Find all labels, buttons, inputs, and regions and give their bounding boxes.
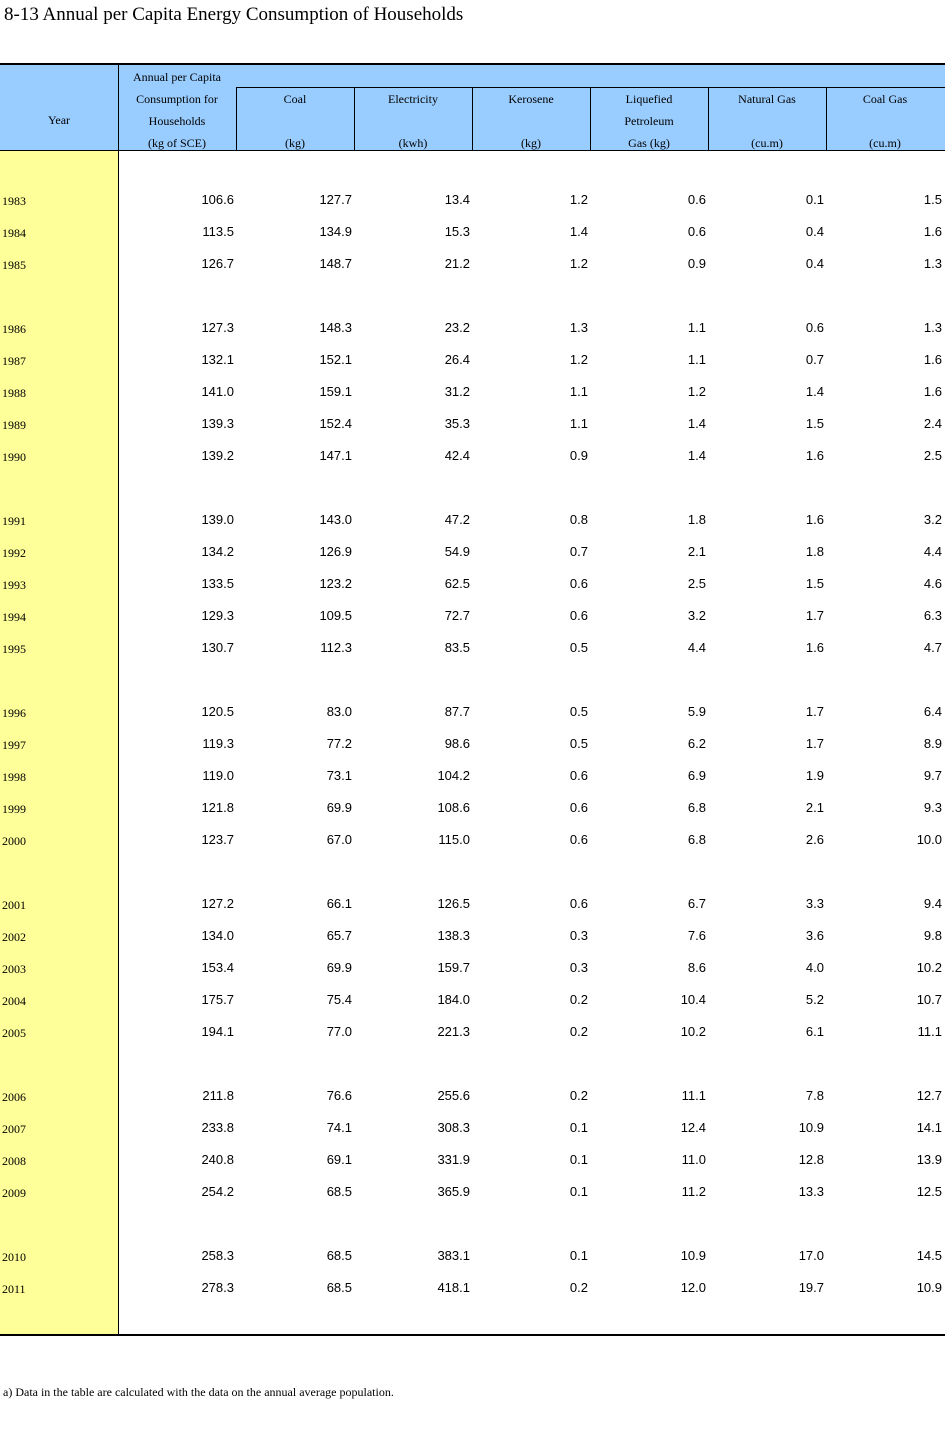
coal-cell: 75.4 <box>326 992 352 1007</box>
kerosene-cell: 0.7 <box>569 544 588 559</box>
lpg-cell: 1.1 <box>687 352 706 367</box>
table-row <box>0 704 945 724</box>
table-row <box>0 608 945 628</box>
lpg-cell: 10.9 <box>680 1248 706 1263</box>
coal-gas-cell: 14.1 <box>916 1120 942 1135</box>
year-cell: 1990 <box>2 450 26 464</box>
coal-gas-cell: 10.7 <box>916 992 942 1007</box>
year-cell: 1985 <box>2 258 26 272</box>
electricity-cell: 138.3 <box>437 928 470 943</box>
electricity-cell: 87.7 <box>444 704 470 719</box>
table-row <box>0 576 945 596</box>
year-cell: 2011 <box>2 1282 26 1296</box>
year-cell: 1989 <box>2 418 26 432</box>
table-row <box>0 1152 945 1172</box>
header-coal-gas-unit: (cu.m) <box>869 136 901 150</box>
kerosene-cell: 0.2 <box>569 1024 588 1039</box>
coal-cell: 127.7 <box>319 192 352 207</box>
header-total-line-2: Consumption for <box>136 92 218 106</box>
coal-cell: 68.5 <box>326 1280 352 1295</box>
table-row <box>0 768 945 788</box>
electricity-cell: 47.2 <box>444 512 470 527</box>
kerosene-cell: 0.2 <box>569 992 588 1007</box>
electricity-cell: 54.9 <box>444 544 470 559</box>
lpg-cell: 12.4 <box>680 1120 706 1135</box>
header-electricity: Electricity <box>388 92 438 106</box>
header-divider <box>826 87 827 151</box>
coal-gas-cell: 6.4 <box>923 704 942 719</box>
coal-gas-cell: 14.5 <box>916 1248 942 1263</box>
coal-cell: 134.9 <box>319 224 352 239</box>
natural-gas-cell: 0.6 <box>805 320 824 335</box>
coal-gas-cell: 1.5 <box>923 192 942 207</box>
header-divider <box>708 87 709 151</box>
header-divider <box>472 87 473 151</box>
lpg-cell: 7.6 <box>687 928 706 943</box>
total-cell: 130.7 <box>201 640 234 655</box>
coal-cell: 123.2 <box>319 576 352 591</box>
total-cell: 126.7 <box>201 256 234 271</box>
kerosene-cell: 0.2 <box>569 1280 588 1295</box>
coal-cell: 109.5 <box>319 608 352 623</box>
kerosene-cell: 0.6 <box>569 768 588 783</box>
table-row <box>0 1280 945 1300</box>
year-cell: 1992 <box>2 546 26 560</box>
total-cell: 258.3 <box>201 1248 234 1263</box>
year-cell: 1999 <box>2 802 26 816</box>
lpg-cell: 6.2 <box>687 736 706 751</box>
kerosene-cell: 1.2 <box>569 192 588 207</box>
year-cell: 1991 <box>2 514 26 528</box>
natural-gas-cell: 4.0 <box>805 960 824 975</box>
coal-cell: 68.5 <box>326 1184 352 1199</box>
coal-gas-cell: 10.2 <box>916 960 942 975</box>
coal-cell: 66.1 <box>326 896 352 911</box>
total-cell: 106.6 <box>201 192 234 207</box>
table-header <box>0 63 945 151</box>
kerosene-cell: 0.1 <box>569 1248 588 1263</box>
coal-gas-cell: 12.5 <box>916 1184 942 1199</box>
year-cell: 2005 <box>2 1026 26 1040</box>
lpg-cell: 11.1 <box>681 1088 706 1103</box>
header-electricity-unit: (kwh) <box>398 136 428 150</box>
electricity-cell: 104.2 <box>437 768 470 783</box>
total-cell: 129.3 <box>201 608 234 623</box>
year-cell: 1983 <box>2 194 26 208</box>
coal-gas-cell: 9.4 <box>923 896 942 911</box>
footnote: a) Data in the table are calculated with the data on the annual average population. <box>3 1385 394 1399</box>
coal-gas-cell: 1.3 <box>923 320 942 335</box>
kerosene-cell: 0.6 <box>569 608 588 623</box>
total-cell: 127.3 <box>201 320 234 335</box>
lpg-cell: 2.1 <box>687 544 706 559</box>
kerosene-cell: 0.9 <box>569 448 588 463</box>
lpg-cell: 1.4 <box>687 448 706 463</box>
table-row <box>0 1120 945 1140</box>
coal-gas-cell: 9.8 <box>923 928 942 943</box>
natural-gas-cell: 1.5 <box>805 416 824 431</box>
coal-cell: 65.7 <box>326 928 352 943</box>
natural-gas-cell: 1.9 <box>805 768 824 783</box>
natural-gas-cell: 3.3 <box>805 896 824 911</box>
header-coal: Coal <box>283 92 307 106</box>
kerosene-cell: 0.3 <box>569 960 588 975</box>
electricity-cell: 35.3 <box>444 416 470 431</box>
table-row <box>0 352 945 372</box>
lpg-cell: 11.2 <box>681 1184 706 1199</box>
coal-cell: 152.4 <box>319 416 352 431</box>
header-divider <box>118 65 119 151</box>
electricity-cell: 98.6 <box>444 736 470 751</box>
table-row <box>0 736 945 756</box>
header-total-line-4: (kg of SCE) <box>148 136 206 150</box>
lpg-cell: 1.4 <box>687 416 706 431</box>
lpg-cell: 1.2 <box>687 384 706 399</box>
total-cell: 123.7 <box>201 832 234 847</box>
coal-gas-cell: 1.6 <box>923 352 942 367</box>
coal-cell: 68.5 <box>326 1248 352 1263</box>
electricity-cell: 62.5 <box>444 576 470 591</box>
table-bottom-rule <box>0 1334 945 1336</box>
coal-cell: 148.7 <box>319 256 352 271</box>
electricity-cell: 31.2 <box>444 384 470 399</box>
electricity-cell: 108.6 <box>437 800 470 815</box>
natural-gas-cell: 0.7 <box>805 352 824 367</box>
electricity-cell: 72.7 <box>444 608 470 623</box>
total-cell: 240.8 <box>201 1152 234 1167</box>
lpg-cell: 4.4 <box>687 640 706 655</box>
kerosene-cell: 0.6 <box>569 832 588 847</box>
lpg-cell: 12.0 <box>680 1280 706 1295</box>
coal-gas-cell: 4.4 <box>923 544 942 559</box>
natural-gas-cell: 1.7 <box>805 736 824 751</box>
electricity-cell: 115.0 <box>438 832 470 847</box>
table-row <box>0 960 945 980</box>
year-cell: 2001 <box>2 898 26 912</box>
table-row <box>0 256 945 276</box>
coal-cell: 69.9 <box>326 960 352 975</box>
kerosene-cell: 0.2 <box>569 1088 588 1103</box>
natural-gas-cell: 10.9 <box>798 1120 824 1135</box>
electricity-cell: 42.4 <box>444 448 470 463</box>
coal-gas-cell: 2.5 <box>923 448 942 463</box>
total-cell: 139.2 <box>201 448 234 463</box>
header-coal-gas: Coal Gas <box>862 92 908 106</box>
coal-gas-cell: 1.3 <box>923 256 942 271</box>
kerosene-cell: 0.1 <box>569 1184 588 1199</box>
coal-cell: 77.0 <box>326 1024 352 1039</box>
total-cell: 134.0 <box>201 928 234 943</box>
lpg-cell: 5.9 <box>687 704 706 719</box>
kerosene-cell: 0.8 <box>569 512 588 527</box>
coal-cell: 148.3 <box>319 320 352 335</box>
lpg-cell: 2.5 <box>687 576 706 591</box>
natural-gas-cell: 1.6 <box>805 512 824 527</box>
header-kerosene-unit: (kg) <box>521 136 541 150</box>
natural-gas-cell: 1.5 <box>805 576 824 591</box>
electricity-cell: 13.4 <box>444 192 470 207</box>
total-cell: 113.5 <box>202 224 234 239</box>
year-cell: 2007 <box>2 1122 26 1136</box>
natural-gas-cell: 1.4 <box>805 384 824 399</box>
table-row <box>0 992 945 1012</box>
year-cell: 1993 <box>2 578 26 592</box>
natural-gas-cell: 6.1 <box>805 1024 824 1039</box>
total-cell: 134.2 <box>201 544 234 559</box>
coal-gas-cell: 6.3 <box>923 608 942 623</box>
coal-gas-cell: 4.7 <box>923 640 942 655</box>
total-cell: 119.3 <box>202 736 234 751</box>
natural-gas-cell: 1.8 <box>805 544 824 559</box>
coal-cell: 74.1 <box>326 1120 352 1135</box>
coal-cell: 77.2 <box>326 736 352 751</box>
kerosene-cell: 0.1 <box>569 1120 588 1135</box>
electricity-cell: 308.3 <box>437 1120 470 1135</box>
electricity-cell: 331.9 <box>437 1152 470 1167</box>
coal-gas-cell: 2.4 <box>923 416 942 431</box>
table-row <box>0 832 945 852</box>
lpg-cell: 1.1 <box>687 320 706 335</box>
coal-cell: 83.0 <box>326 704 352 719</box>
coal-gas-cell: 8.9 <box>923 736 942 751</box>
coal-cell: 67.0 <box>326 832 352 847</box>
lpg-cell: 6.8 <box>687 800 706 815</box>
kerosene-cell: 1.1 <box>569 384 588 399</box>
kerosene-cell: 1.2 <box>569 352 588 367</box>
lpg-cell: 11.0 <box>681 1152 706 1167</box>
total-cell: 120.5 <box>201 704 234 719</box>
coal-cell: 112.3 <box>320 640 352 655</box>
lpg-cell: 6.8 <box>687 832 706 847</box>
kerosene-cell: 0.1 <box>569 1152 588 1167</box>
year-cell: 1994 <box>2 610 26 624</box>
natural-gas-cell: 1.6 <box>805 448 824 463</box>
header-natural-gas-unit: (cu.m) <box>751 136 783 150</box>
natural-gas-cell: 0.1 <box>805 192 824 207</box>
lpg-cell: 0.6 <box>687 192 706 207</box>
table-row <box>0 1024 945 1044</box>
total-cell: 121.8 <box>201 800 234 815</box>
year-cell: 1996 <box>2 706 26 720</box>
natural-gas-cell: 2.6 <box>805 832 824 847</box>
header-coal-unit: (kg) <box>285 136 305 150</box>
header-natural-gas: Natural Gas <box>738 92 796 106</box>
total-cell: 141.0 <box>201 384 234 399</box>
electricity-cell: 184.0 <box>437 992 470 1007</box>
coal-cell: 152.1 <box>319 352 352 367</box>
table-row <box>0 192 945 212</box>
coal-gas-cell: 3.2 <box>923 512 942 527</box>
total-cell: 119.0 <box>202 768 234 783</box>
coal-gas-cell: 1.6 <box>923 384 942 399</box>
table-row <box>0 416 945 436</box>
natural-gas-cell: 2.1 <box>805 800 824 815</box>
total-cell: 139.0 <box>201 512 234 527</box>
coal-cell: 126.9 <box>319 544 352 559</box>
table-row <box>0 224 945 244</box>
year-cell: 2010 <box>2 1250 26 1264</box>
lpg-cell: 0.6 <box>687 224 706 239</box>
header-total-line-3: Households <box>148 114 206 128</box>
lpg-cell: 1.8 <box>687 512 706 527</box>
lpg-cell: 6.9 <box>687 768 706 783</box>
lpg-cell: 8.6 <box>687 960 706 975</box>
year-cell: 2006 <box>2 1090 26 1104</box>
natural-gas-cell: 19.7 <box>798 1280 824 1295</box>
year-cell: 1986 <box>2 322 26 336</box>
kerosene-cell: 0.5 <box>569 704 588 719</box>
year-cell: 1984 <box>2 226 26 240</box>
coal-gas-cell: 13.9 <box>916 1152 942 1167</box>
kerosene-cell: 1.4 <box>569 224 588 239</box>
lpg-cell: 10.4 <box>680 992 706 1007</box>
kerosene-cell: 0.6 <box>569 800 588 815</box>
kerosene-cell: 0.6 <box>569 576 588 591</box>
natural-gas-cell: 0.4 <box>805 224 824 239</box>
coal-cell: 147.1 <box>319 448 352 463</box>
year-cell: 1988 <box>2 386 26 400</box>
header-lpg-line-3: Gas (kg) <box>628 136 670 150</box>
header-kerosene: Kerosene <box>508 92 554 106</box>
natural-gas-cell: 5.2 <box>805 992 824 1007</box>
natural-gas-cell: 13.3 <box>798 1184 824 1199</box>
page-title: 8-13 Annual per Capita Energy Consumption of Households <box>4 4 464 25</box>
table-row <box>0 1184 945 1204</box>
natural-gas-cell: 1.7 <box>805 704 824 719</box>
electricity-cell: 126.5 <box>437 896 470 911</box>
header-year: Year <box>47 113 71 127</box>
kerosene-cell: 0.3 <box>569 928 588 943</box>
natural-gas-cell: 3.6 <box>805 928 824 943</box>
coal-cell: 69.9 <box>326 800 352 815</box>
year-cell: 1997 <box>2 738 26 752</box>
table-row <box>0 448 945 468</box>
total-cell: 175.7 <box>201 992 234 1007</box>
year-cell: 2008 <box>2 1154 26 1168</box>
total-cell: 133.5 <box>201 576 234 591</box>
coal-cell: 73.1 <box>326 768 352 783</box>
kerosene-cell: 0.6 <box>569 896 588 911</box>
year-cell: 1995 <box>2 642 26 656</box>
electricity-cell: 383.1 <box>437 1248 470 1263</box>
year-cell: 2002 <box>2 930 26 944</box>
lpg-cell: 3.2 <box>687 608 706 623</box>
kerosene-cell: 0.5 <box>569 640 588 655</box>
total-cell: 254.2 <box>201 1184 234 1199</box>
kerosene-cell: 1.2 <box>569 256 588 271</box>
natural-gas-cell: 7.8 <box>805 1088 824 1103</box>
electricity-cell: 418.1 <box>437 1280 470 1295</box>
natural-gas-cell: 1.6 <box>805 640 824 655</box>
table-row <box>0 800 945 820</box>
coal-gas-cell: 9.7 <box>923 768 942 783</box>
coal-gas-cell: 11.1 <box>917 1024 942 1039</box>
coal-cell: 159.1 <box>319 384 352 399</box>
header-divider <box>236 87 237 151</box>
electricity-cell: 21.2 <box>444 256 470 271</box>
table-row <box>0 1248 945 1268</box>
header-lpg-line-1: Liquefied <box>625 92 673 106</box>
year-cell: 2009 <box>2 1186 26 1200</box>
electricity-cell: 255.6 <box>437 1088 470 1103</box>
coal-gas-cell: 1.6 <box>923 224 942 239</box>
year-cell: 2004 <box>2 994 26 1008</box>
natural-gas-cell: 1.7 <box>805 608 824 623</box>
table-row <box>0 384 945 404</box>
electricity-cell: 365.9 <box>437 1184 470 1199</box>
electricity-cell: 221.3 <box>437 1024 470 1039</box>
year-cell: 2003 <box>2 962 26 976</box>
lpg-cell: 10.2 <box>680 1024 706 1039</box>
header-divider <box>354 87 355 151</box>
kerosene-cell: 1.3 <box>569 320 588 335</box>
table-row <box>0 544 945 564</box>
coal-cell: 76.6 <box>326 1088 352 1103</box>
header-total-line-1: Annual per Capita <box>133 70 221 84</box>
total-cell: 127.2 <box>201 896 234 911</box>
electricity-cell: 159.7 <box>437 960 470 975</box>
coal-cell: 69.1 <box>326 1152 352 1167</box>
coal-gas-cell: 12.7 <box>916 1088 942 1103</box>
total-cell: 278.3 <box>201 1280 234 1295</box>
natural-gas-cell: 0.4 <box>805 256 824 271</box>
natural-gas-cell: 17.0 <box>798 1248 824 1263</box>
lpg-cell: 0.9 <box>687 256 706 271</box>
header-divider <box>590 87 591 151</box>
total-cell: 194.1 <box>201 1024 234 1039</box>
header-lpg-line-2: Petroleum <box>624 114 674 128</box>
year-cell: 1987 <box>2 354 26 368</box>
total-cell: 211.8 <box>202 1088 234 1103</box>
total-cell: 233.8 <box>201 1120 234 1135</box>
table-row <box>0 896 945 916</box>
electricity-cell: 15.3 <box>444 224 470 239</box>
lpg-cell: 6.7 <box>687 896 706 911</box>
year-cell: 1998 <box>2 770 26 784</box>
kerosene-cell: 0.5 <box>569 736 588 751</box>
table-row <box>0 928 945 948</box>
electricity-cell: 23.2 <box>444 320 470 335</box>
coal-gas-cell: 10.0 <box>916 832 942 847</box>
total-cell: 132.1 <box>201 352 234 367</box>
electricity-cell: 83.5 <box>444 640 470 655</box>
table-row <box>0 512 945 532</box>
natural-gas-cell: 12.8 <box>798 1152 824 1167</box>
coal-cell: 143.0 <box>319 512 352 527</box>
year-cell: 2000 <box>2 834 26 848</box>
table-row <box>0 640 945 660</box>
coal-gas-cell: 10.9 <box>916 1280 942 1295</box>
kerosene-cell: 1.1 <box>569 416 588 431</box>
table-row <box>0 320 945 340</box>
table-row <box>0 1088 945 1108</box>
coal-gas-cell: 9.3 <box>923 800 942 815</box>
total-cell: 139.3 <box>201 416 234 431</box>
electricity-cell: 26.4 <box>444 352 470 367</box>
coal-gas-cell: 4.6 <box>923 576 942 591</box>
total-cell: 153.4 <box>201 960 234 975</box>
